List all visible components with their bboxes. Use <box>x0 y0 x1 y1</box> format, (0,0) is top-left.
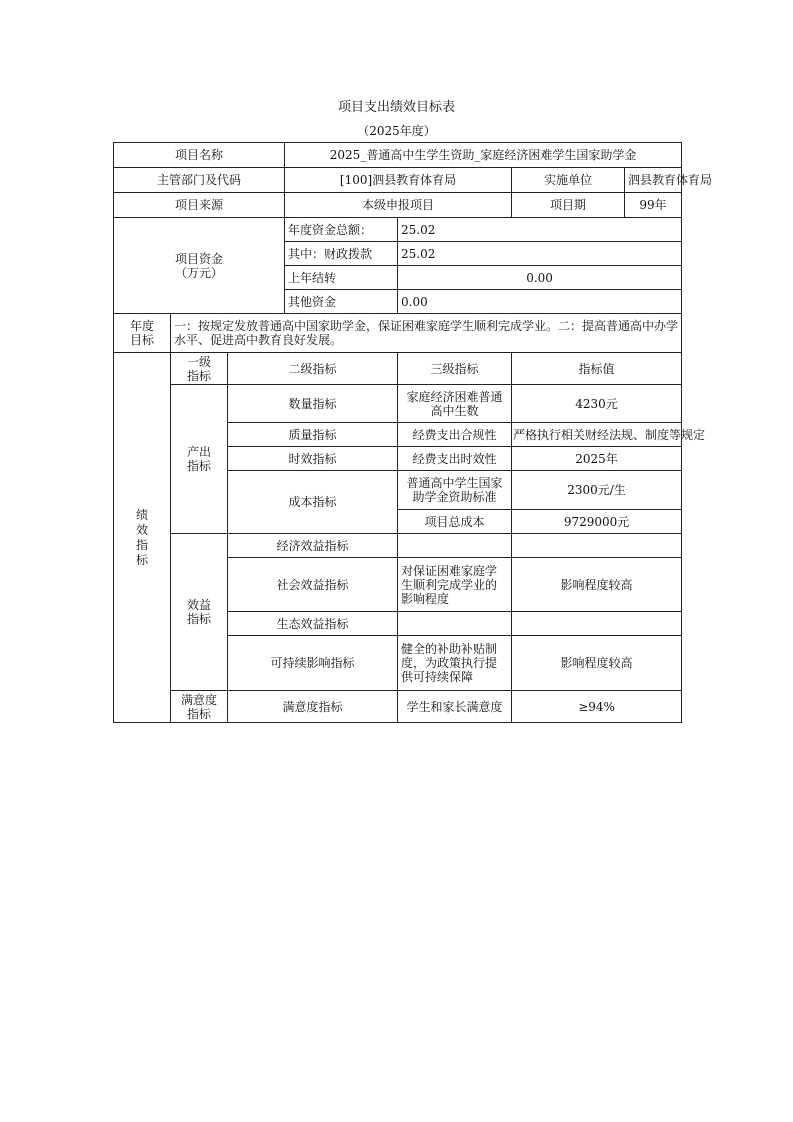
row-project-name <box>114 143 682 168</box>
benefit-indicators-label <box>171 534 228 691</box>
header-level3: 三级指标 <box>398 353 512 385</box>
timeliness-indicator: 时效指标 <box>228 447 398 471</box>
economic-benefit-detail <box>398 534 512 558</box>
performance-indicators-text: 绩效指标 <box>135 507 148 567</box>
funds-carryover-value: 0.00 <box>398 266 682 290</box>
ecological-benefit-value <box>512 612 682 636</box>
annual-goal-label <box>114 314 171 353</box>
funds-other-label: 其他资金 <box>285 290 398 314</box>
cost-total-detail: 项目总成本 <box>398 510 512 534</box>
sustainability-detail: 健全的补助补贴制度，为政策执行提供可持续保障 <box>398 636 512 691</box>
timeliness-indicator-detail: 经费支出时效性 <box>398 447 512 471</box>
row-output-quantity <box>114 385 682 423</box>
row-benefit-economic <box>114 534 682 558</box>
ecological-benefit-detail <box>398 612 512 636</box>
funds-total-value: 25.02 <box>398 218 682 242</box>
sustainability-value: 影响程度较高 <box>512 636 682 691</box>
project-funds-label <box>114 218 285 314</box>
sustainability-indicator: 可持续影响指标 <box>228 636 398 691</box>
output-indicators-text: 产出指标 <box>186 445 211 473</box>
row-project-source <box>114 193 682 218</box>
social-benefit-detail: 对保证困难家庭学生顺利完成学业的影响程度 <box>398 558 512 612</box>
annual-goal-text: 一：按规定发放普通高中国家助学金，保证困难家庭学生顺利完成学业。二：提高普通高中办学水平、促进高中教育良好发展。 <box>171 314 682 353</box>
quality-indicator-value: 严格执行相关财经法规、制度等规定 <box>512 423 682 447</box>
quality-indicator: 质量指标 <box>228 423 398 447</box>
funds-fiscal-value: 25.02 <box>398 242 682 266</box>
department-label: 主管部门及代码 <box>114 168 285 193</box>
row-annual-goal <box>114 314 682 353</box>
satisfaction-indicator: 满意度指标 <box>228 691 398 723</box>
ecological-benefit-indicator: 生态效益指标 <box>228 612 398 636</box>
project-source-value: 本级申报项目 <box>285 193 512 218</box>
output-indicators-label <box>171 385 228 534</box>
funds-other-value: 0.00 <box>398 290 682 314</box>
funds-carryover-label: 上年结转 <box>285 266 398 290</box>
row-department <box>114 168 682 193</box>
project-funds-label-line2: （万元） <box>175 265 224 280</box>
project-period-value: 99年 <box>625 193 682 218</box>
performance-indicators-label <box>114 353 171 723</box>
implementing-unit-value: 泗县教育体育局 <box>625 168 682 193</box>
header-level2: 二级指标 <box>228 353 398 385</box>
cost-total-value: 9729000元 <box>512 510 682 534</box>
timeliness-indicator-value: 2025年 <box>512 447 682 471</box>
cost-standard-value: 2300元/生 <box>512 471 682 510</box>
row-indicator-header <box>114 353 682 385</box>
quantity-indicator: 数量指标 <box>228 385 398 423</box>
annual-goal-label-line2: 目标 <box>129 333 154 347</box>
fiscal-year-label: （2025年度） <box>357 124 436 138</box>
project-name-label: 项目名称 <box>114 143 285 168</box>
header-value: 指标值 <box>512 353 682 385</box>
row-satisfaction <box>114 691 682 723</box>
social-benefit-indicator: 社会效益指标 <box>228 558 398 612</box>
department-value: [100]泗县教育体育局 <box>285 168 512 193</box>
quantity-indicator-value: 4230元 <box>512 385 682 423</box>
header-level1 <box>171 353 228 385</box>
page-title: 项目支出绩效目标表 <box>337 100 455 115</box>
satisfaction-detail: 学生和家长满意度 <box>398 691 512 723</box>
social-benefit-value: 影响程度较高 <box>512 558 682 612</box>
funds-fiscal-label: 其中：财政拨款 <box>285 242 398 266</box>
satisfaction-indicators-text: 满意度指标 <box>180 692 217 721</box>
implementing-unit-label: 实施单位 <box>512 168 625 193</box>
header-level1-text: 一级指标 <box>186 354 211 383</box>
project-name-value: 2025_普通高中生学生资助_家庭经济困难学生国家助学金 <box>285 143 682 168</box>
funds-total-label: 年度资金总额： <box>285 218 398 242</box>
quality-indicator-detail: 经费支出合规性 <box>398 423 512 447</box>
annual-goal-label-line1: 年度 <box>129 319 154 333</box>
row-funds-total <box>114 218 682 242</box>
quantity-indicator-detail: 家庭经济困难普通高中生数 <box>398 385 512 423</box>
project-period-label: 项目期 <box>512 193 625 218</box>
cost-indicator: 成本指标 <box>228 471 398 534</box>
satisfaction-indicators-label <box>171 691 228 723</box>
project-source-label: 项目来源 <box>114 193 285 218</box>
benefit-indicators-text: 效益指标 <box>186 598 211 626</box>
economic-benefit-indicator: 经济效益指标 <box>228 534 398 558</box>
satisfaction-value: ≥94% <box>512 691 682 723</box>
project-funds-label-line1: 项目资金 <box>175 251 224 266</box>
cost-standard-detail: 普通高中学生国家助学金资助标准 <box>398 471 512 510</box>
economic-benefit-value <box>512 534 682 558</box>
performance-target-table <box>113 142 713 723</box>
